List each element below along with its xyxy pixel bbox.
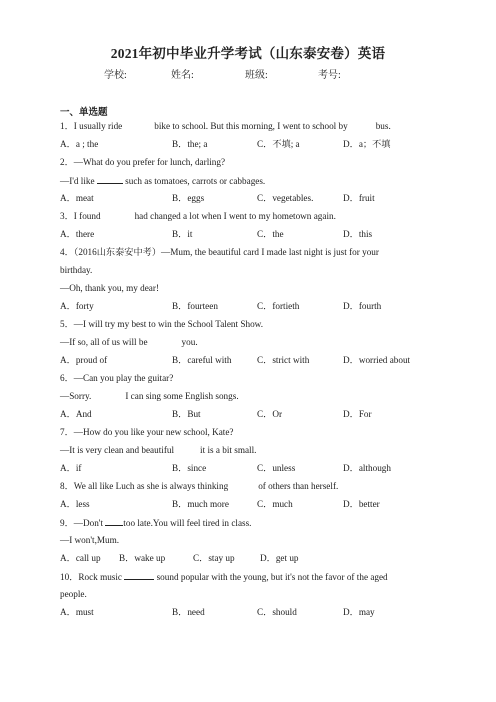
question-7-line2: —It is very clean and beautiful it is a bit small. [60, 445, 257, 455]
q1-option-d[interactable]: D．a；不填 [343, 139, 391, 149]
exam-number-label: 考号: [318, 70, 341, 81]
q2-option-c[interactable]: C．vegetables. [257, 193, 314, 203]
question-4-line3: —Oh, thank you, my dear! [60, 283, 159, 293]
q2-option-a[interactable]: A．meat [60, 193, 94, 203]
q10-option-d[interactable]: D．may [343, 607, 375, 617]
q8-option-b[interactable]: B．much more [172, 499, 229, 509]
question-9-stem: 9．—Don't too late.You will feel tired in class. [60, 518, 252, 528]
answer-blank [97, 174, 123, 184]
q6-option-c[interactable]: C．Or [257, 409, 283, 419]
q3-option-b[interactable]: B．it [172, 229, 193, 239]
name-label: 姓名: [171, 70, 194, 81]
question-10-line2: people. [60, 589, 87, 599]
question-2-line2: —I'd like such as tomatoes, carrots or cabbages. [60, 176, 266, 186]
question-5-stem: 5．—I will try my best to win the School Talent Show. [60, 319, 263, 329]
question-10-stem: 10．Rock music sound popular with the young, but it's not the favor of the aged [60, 572, 388, 582]
q7-option-b[interactable]: B．since [172, 463, 207, 473]
class-label: 班级: [245, 70, 268, 81]
q3-option-a[interactable]: A．there [60, 229, 95, 239]
q5-option-a[interactable]: A．proud of [60, 355, 108, 365]
q4-option-b[interactable]: B．fourteen [172, 301, 218, 311]
q10-option-a[interactable]: A．must [60, 607, 94, 617]
q3-option-c[interactable]: C．the [257, 229, 284, 239]
q10-option-c[interactable]: C．should [257, 607, 297, 617]
q8-option-d[interactable]: D．better [343, 499, 380, 509]
question-6-line2: —Sorry. I can sing some English songs. [60, 391, 239, 401]
q9-option-d[interactable]: D．get up [260, 553, 299, 563]
q3-option-d[interactable]: D．this [343, 229, 373, 239]
question-9-line2: —I won't,Mum. [60, 535, 120, 545]
question-6-stem: 6．—Can you play the guitar? [60, 373, 174, 383]
q1-option-c[interactable]: C．不填; a [257, 139, 300, 149]
q7-option-d[interactable]: D．although [343, 463, 391, 473]
question-3-stem: 3．I found had changed a lot when I went to my hometown again. [60, 211, 336, 221]
page-title: 2021年初中毕业升学考试（山东泰安卷）英语 [110, 46, 386, 61]
answer-blank [105, 516, 123, 526]
q4-option-c[interactable]: C．fortieth [257, 301, 300, 311]
q6-option-d[interactable]: D．For [343, 409, 372, 419]
q9-option-b[interactable]: B．wake up [119, 553, 166, 563]
q1-option-b[interactable]: B．the; a [172, 139, 208, 149]
q4-option-a[interactable]: A．forty [60, 301, 94, 311]
answer-blank [124, 570, 154, 580]
q8-option-c[interactable]: C．much [257, 499, 293, 509]
q6-option-a[interactable]: A．And [60, 409, 92, 419]
q2-option-b[interactable]: B．eggs [172, 193, 205, 203]
q5-option-c[interactable]: C．strict with [257, 355, 310, 365]
question-2-stem: 2．—What do you prefer for lunch, darling? [60, 157, 226, 167]
question-5-line2: —If so, all of us will be you. [60, 337, 198, 347]
question-4-stem: 4．（2016山东泰安中考）—Mum, the beautiful card I made last night is just for your [60, 247, 379, 257]
question-1-stem: 1．I usually ride bike to school. But this morning, I went to school by bus. [60, 121, 391, 131]
q6-option-b[interactable]: B．But [172, 409, 201, 419]
q8-option-a[interactable]: A．less [60, 499, 90, 509]
question-8-stem: 8．We all like Luch as she is always thinking of others than herself. [60, 481, 339, 491]
q2-option-d[interactable]: D．fruit [343, 193, 375, 203]
q5-option-d[interactable]: D．worried about [343, 355, 411, 365]
q1-option-a[interactable]: A．a ; the [60, 139, 99, 149]
q4-option-d[interactable]: D．fourth [343, 301, 382, 311]
school-label: 学校: [104, 70, 127, 81]
q10-option-b[interactable]: B．need [172, 607, 205, 617]
question-7-stem: 7．—How do you like your new school, Kate? [60, 427, 234, 437]
section-heading: 一、单选题 [60, 108, 108, 118]
q9-option-a[interactable]: A．call up [60, 553, 101, 563]
q5-option-b[interactable]: B．careful with [172, 355, 232, 365]
q7-option-a[interactable]: A．if [60, 463, 82, 473]
q9-option-c[interactable]: C．stay up [193, 553, 235, 563]
q7-option-c[interactable]: C．unless [257, 463, 296, 473]
question-4-line2: birthday. [60, 265, 93, 275]
